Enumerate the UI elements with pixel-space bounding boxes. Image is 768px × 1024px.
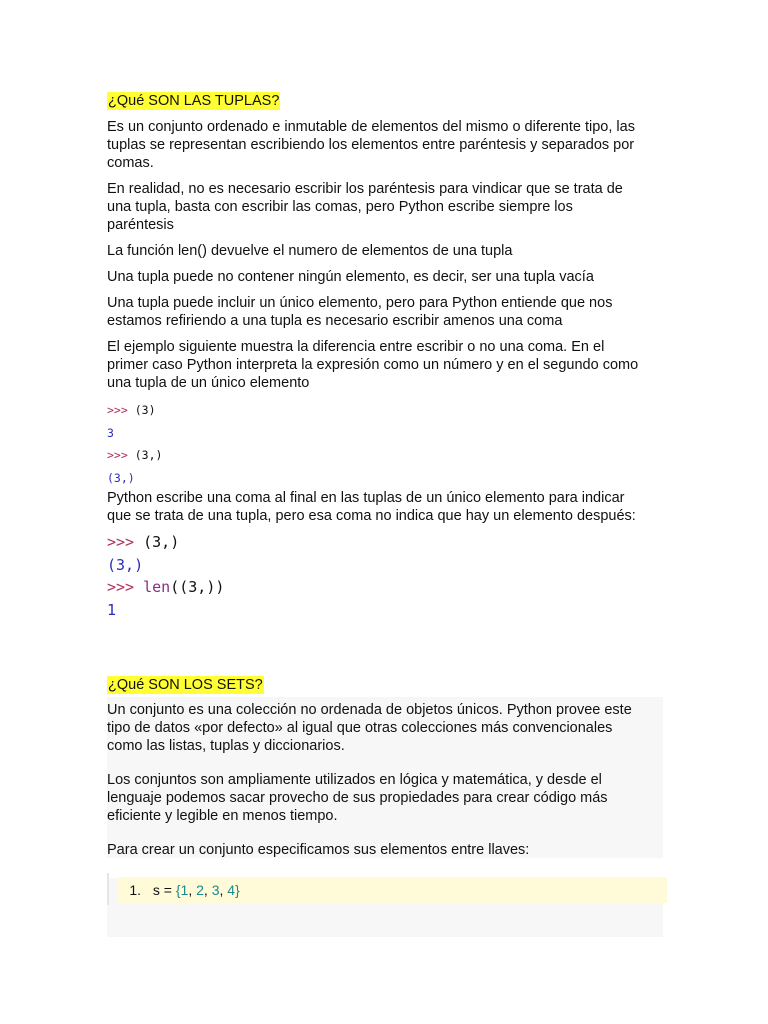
sets-code-block xyxy=(107,873,667,903)
code-example-1 xyxy=(107,399,667,489)
line-number: 1. xyxy=(129,882,141,898)
code-line: >>> len((3,)) xyxy=(107,578,225,596)
tuplas-paragraph-7: Python escribe una coma al final en las tuplas de un único elemento para indicar que se trata de una tupla, pero esa coma no indica que hay un elemento después: xyxy=(107,490,636,524)
tuplas-paragraph-2: En realidad, no es necesario escribir los paréntesis para vindicar que se trata de una tupla, basta con escribir las comas, pero Python escribe siempre los paréntesis xyxy=(107,181,623,233)
tuplas-heading: ¿Qué SON LAS TUPLAS? xyxy=(108,93,280,109)
sets-paragraph-3: Para crear un conjunto especificamos sus elementos entre llaves: xyxy=(107,842,530,858)
sets-heading: ¿Qué SON LOS SETS? xyxy=(108,677,263,693)
tuplas-section xyxy=(107,92,667,621)
code-line: >>> (3,) xyxy=(107,448,163,462)
tuplas-paragraph-5: Una tupla puede incluir un único elemento, pero para Python entiende que nos estamos refiriendo a una tupla es necesario escribir amenos una coma xyxy=(107,295,613,329)
code-output: 1 xyxy=(107,600,117,619)
code-line: >>> (3) xyxy=(107,403,156,417)
sets-paragraph-1: Un conjunto es una colección no ordenada de objetos únicos. Python provee este tipo de datos «por defecto» al igual que otras colecciones más convencionales como las listas, tuplas y diccionarios. xyxy=(107,702,632,754)
code-output: (3,) xyxy=(107,555,144,574)
tuplas-paragraph-6: El ejemplo siguiente muestra la diferencia entre escribir o no una coma. En el primer caso Python interpreta la expresión como un número y en el segundo como una tupla de un único elemento xyxy=(107,339,639,391)
tuplas-paragraph-3: La función len() devuelve el numero de elementos de una tupla xyxy=(107,243,513,259)
code-output: (3,) xyxy=(107,470,135,485)
code-output: 3 xyxy=(107,425,114,440)
tuplas-paragraph-1: Es un conjunto ordenado e inmutable de elementos del mismo o diferente tipo, las tuplas se representan escribiendo los elementos entre paréntesis y separados por comas. xyxy=(107,119,635,171)
code-line: 1. s = {1, 2, 3, 4} xyxy=(117,877,667,903)
sets-paragraph-2: Los conjuntos son ampliamente utilizados en lógica y matemática, y desde el lenguaje podemos sacar provecho de sus propiedades para crear código más eficiente y legible en menos tiempo. xyxy=(107,772,608,824)
code-example-2 xyxy=(107,531,667,621)
sets-section xyxy=(107,676,667,859)
code-line: >>> (3,) xyxy=(107,533,180,551)
tuplas-paragraph-4: Una tupla puede no contener ningún elemento, es decir, ser una tupla vacía xyxy=(107,269,594,285)
